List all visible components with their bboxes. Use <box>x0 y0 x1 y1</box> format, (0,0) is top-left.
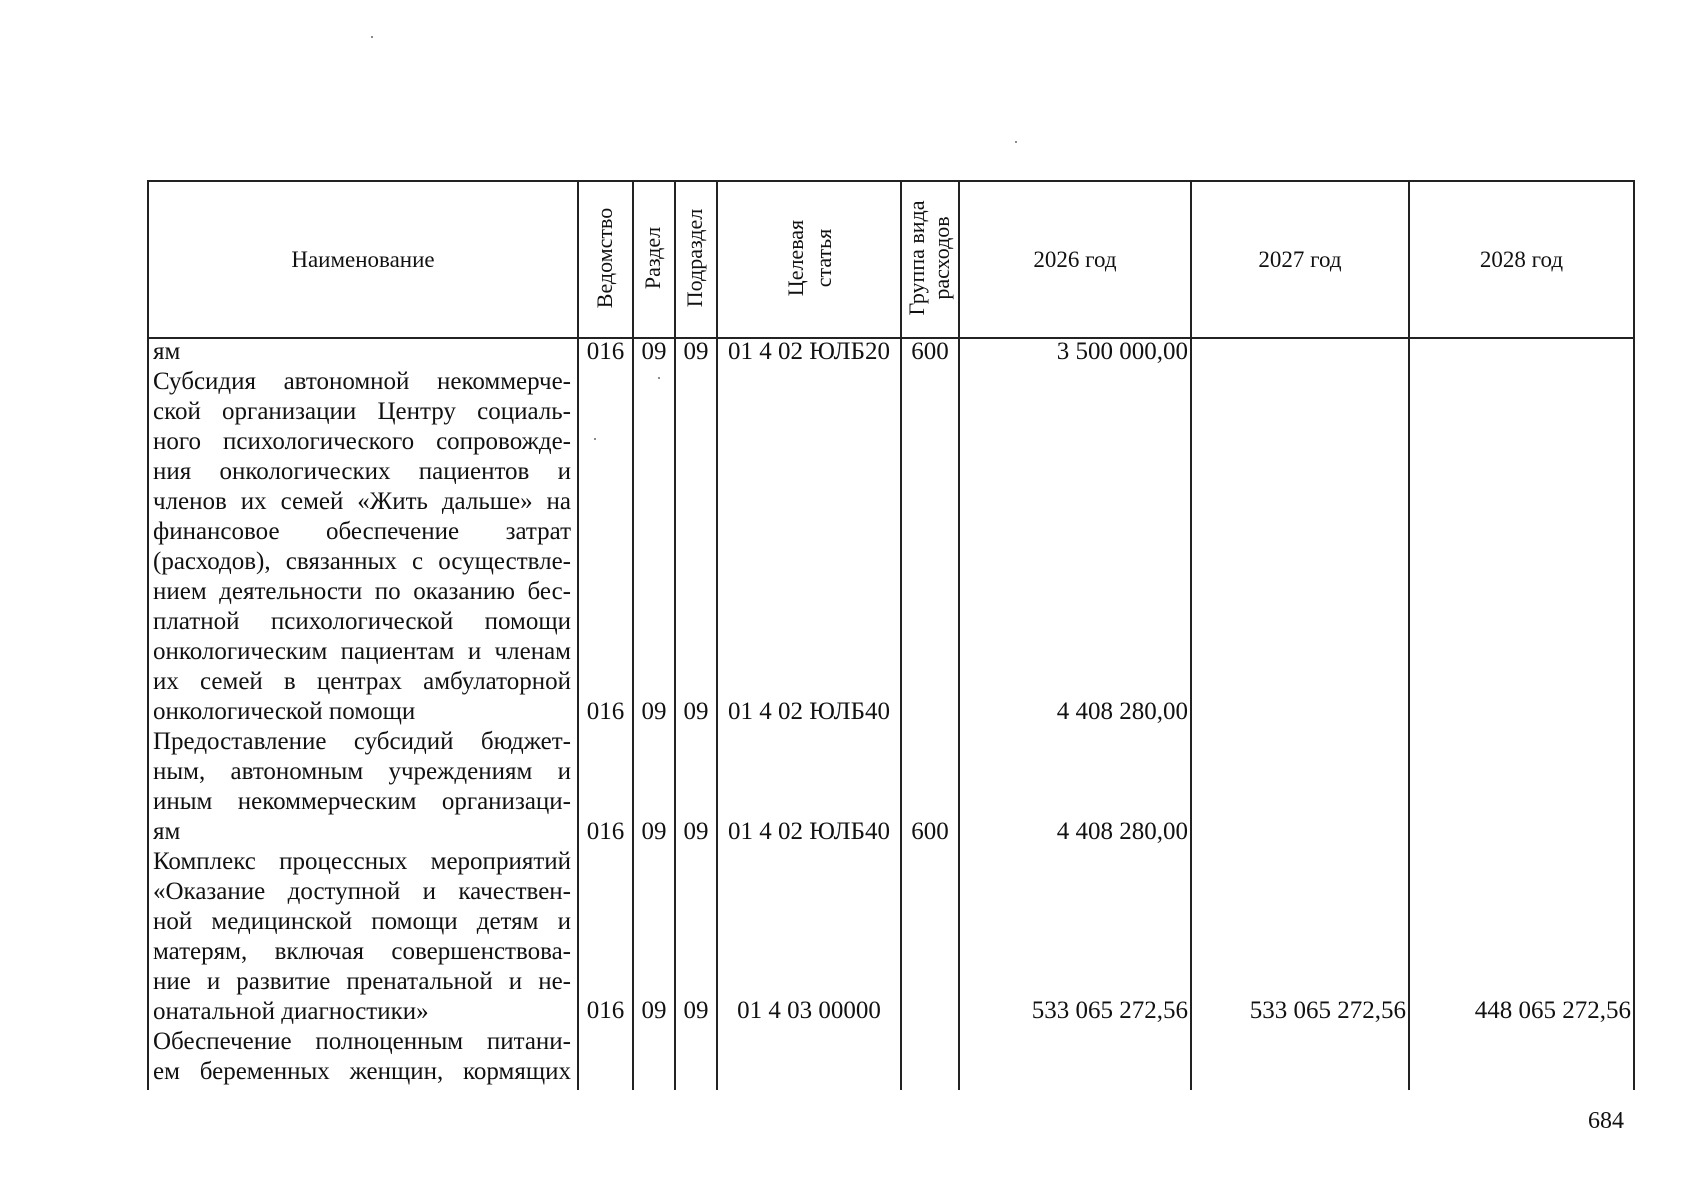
scan-speck <box>658 377 660 379</box>
cell-y2026: 4 408 280,00 <box>1056 818 1188 845</box>
cell-gruppa: 600 <box>911 818 949 845</box>
name-text-line: ям <box>153 818 181 845</box>
header-2026: 2026 год <box>1033 246 1117 272</box>
cell-podrazdel: 09 <box>683 818 709 845</box>
name-text-line: членов их семей «Жить дальше» на <box>153 488 571 515</box>
name-text-line: Предоставление субсидий бюджет- <box>153 728 571 755</box>
cell-y2026: 4 408 280,00 <box>1056 698 1188 725</box>
header-2028: 2028 год <box>1479 246 1564 272</box>
name-text-line: ние и развитие пренатальной и не- <box>153 968 571 995</box>
scan-speck <box>594 438 596 440</box>
name-text-line: ного психологического сопровожде- <box>153 428 571 455</box>
name-text-line: Обеспечение полноценным питани- <box>153 1028 571 1055</box>
cell-gruppa: 600 <box>911 338 949 365</box>
name-text-line: матерям, включая совершенствова- <box>153 938 571 965</box>
name-text-line: ям <box>153 338 181 365</box>
cell-tselevaya: 01 4 02 ЮЛБ20 <box>727 338 890 365</box>
cell-vedomstvo: 016 <box>586 818 625 845</box>
header-2027: 2027 год <box>1258 246 1342 272</box>
name-text-line: платной психологической помощи <box>153 608 571 635</box>
name-text-line: Субсидия автономной некоммерче- <box>153 368 571 395</box>
name-text-line: ем беременных женщин, кормящих <box>153 1058 571 1085</box>
cell-razdel: 09 <box>641 338 667 365</box>
name-text-line: иным некоммерческим организаци- <box>153 788 571 815</box>
name-text-line: нием деятельности по оказанию бес- <box>153 578 571 605</box>
cell-razdel: 09 <box>641 997 667 1024</box>
page-number: 684 <box>1588 1108 1624 1134</box>
header-gruppa-line1: Группа вида <box>904 200 929 316</box>
col-divider <box>716 180 718 1090</box>
name-text-line: онкологической помощи <box>153 698 416 725</box>
cell-podrazdel: 09 <box>683 698 709 725</box>
cell-tselevaya: 01 4 02 ЮЛБ40 <box>727 698 890 725</box>
name-text-line: финансовое обеспечение затрат <box>153 518 571 545</box>
cell-y2026: 533 065 272,56 <box>1031 997 1188 1024</box>
cell-podrazdel: 09 <box>683 997 709 1024</box>
cell-tselevaya: 01 4 02 ЮЛБ40 <box>727 818 890 845</box>
scan-speck <box>1015 141 1017 143</box>
header-razdel: Раздел <box>640 226 665 290</box>
cell-razdel: 09 <box>641 818 667 845</box>
cell-vedomstvo: 016 <box>586 698 625 725</box>
cell-y2027: 533 065 272,56 <box>1249 997 1406 1024</box>
header-name: Наименование <box>291 246 435 272</box>
name-text-line: «Оказание доступной и качествен- <box>153 878 571 905</box>
scan-speck <box>371 36 373 38</box>
col-divider <box>632 180 634 1090</box>
header-tselevaya-line2: статья <box>811 228 836 288</box>
cell-y2026: 3 500 000,00 <box>1056 338 1188 365</box>
cell-podrazdel: 09 <box>683 338 709 365</box>
name-text-line: ной медицинской помощи детям и <box>153 908 571 935</box>
table-right-border <box>1633 180 1635 1090</box>
name-text-line: Комплекс процессных мероприятий <box>153 848 571 875</box>
header-gruppa-line2: расходов <box>929 216 954 300</box>
col-divider <box>674 180 676 1090</box>
col-divider <box>900 180 902 1090</box>
name-text-line: онатальной диагностики» <box>153 998 429 1025</box>
name-text-line: онкологическим пациентам и членам <box>153 638 571 665</box>
cell-razdel: 09 <box>641 698 667 725</box>
header-tselevaya-line1: Целевая <box>783 219 808 297</box>
header-vedomstvo: Ведомство <box>592 207 617 309</box>
col-divider <box>577 180 579 1090</box>
cell-tselevaya: 01 4 03 00000 <box>737 997 881 1024</box>
cell-vedomstvo: 016 <box>586 338 625 365</box>
cell-vedomstvo: 016 <box>586 997 625 1024</box>
name-column-text <box>153 337 571 1087</box>
name-text-line: ской организации Центру социаль- <box>153 398 571 425</box>
name-text-line: их семей в центрах амбулаторной <box>153 668 571 695</box>
header-podrazdel: Подраздел <box>682 208 707 308</box>
cell-y2028: 448 065 272,56 <box>1474 997 1631 1024</box>
name-text-line: (расходов), связанных с осуществле- <box>153 548 571 575</box>
name-text-line: ния онкологических пациентов и <box>153 458 571 485</box>
name-text-line: ным, автономным учреждениям и <box>153 758 571 785</box>
